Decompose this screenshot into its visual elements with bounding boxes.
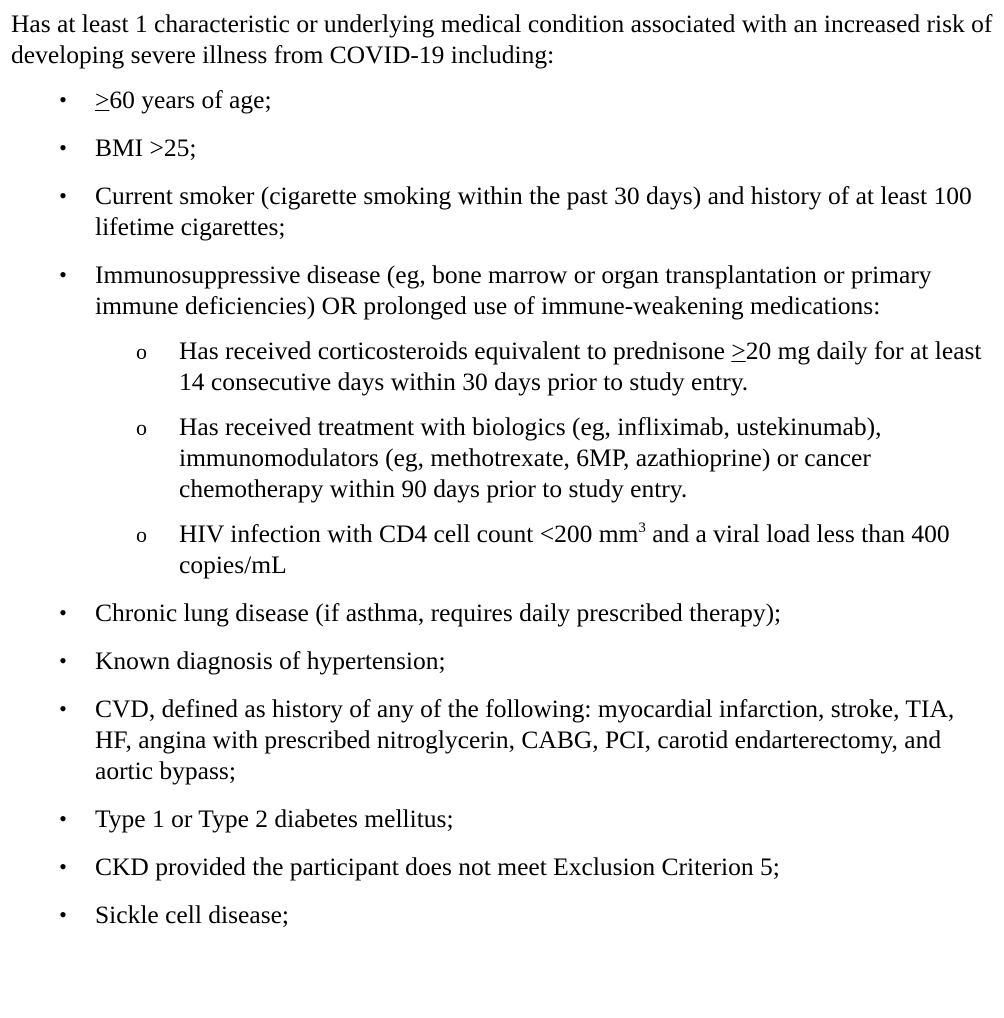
bullet-icon: • xyxy=(59,806,67,831)
bullet-icon: • xyxy=(59,854,67,879)
bullet-icon: • xyxy=(59,135,67,160)
greater-equal-symbol: > xyxy=(731,336,746,365)
sub-bullet-icon: o xyxy=(136,339,147,364)
list-item-ckd: • CKD provided the participant does not meet Exclusion Criterion 5; xyxy=(11,851,994,882)
list-item-cvd: • CVD, defined as history of any of the following: myocardial infarction, stroke, TIA, HF, angina with prescribed nitroglycerin, CABG, PCI, carotid endarterectomy, and aortic bypass; xyxy=(11,693,994,786)
list-item-bmi: • BMI >25; xyxy=(11,132,994,163)
bullet-icon: • xyxy=(59,648,67,673)
bullet-icon: • xyxy=(59,902,67,927)
list-item-immunosuppressive: • Immunosuppressive disease (eg, bone marrow or organ transplantation or primary immune deficiencies) OR prolonged use of immune-weakening medications: o Has received corticosteroids equivalent to prednisone >20 mg daily for at least 14 consecutive days within 30 days prior to study entry. o Has received treatment with biologics (eg, infliximab, ustekinumab), immunomodulators (eg, methotrexate, 6MP, azathioprine) or cancer chemotherapy within 90 days prior to study entry. o HIV infection with CD4 cell count <200 $mm^3$ and a viral load less than 400 copies/mL xyxy=(11,259,994,580)
immunosuppressive-sublist xyxy=(95,335,994,580)
list-item-sickle-cell: • Sickle cell disease; xyxy=(11,899,994,930)
list-item-age: • >60 years of age; xyxy=(11,84,994,115)
list-item-hypertension: • Known diagnosis of hypertension; xyxy=(11,645,994,676)
risk-factor-list xyxy=(11,84,994,930)
bullet-icon: • xyxy=(59,696,67,721)
sublist-item-biologics: o Has received treatment with biologics (eg, infliximab, ustekinumab), immunomodulators (eg, methotrexate, 6MP, azathioprine) or cancer chemotherapy within 90 days prior to study entry. xyxy=(136,412,882,503)
bullet-icon: • xyxy=(59,262,67,287)
sub-bullet-icon: o xyxy=(136,522,147,547)
list-item-smoker: • Current smoker (cigarette smoking within the past 30 days) and history of at least 100 lifetime cigarettes; xyxy=(11,180,994,242)
bullet-icon: • xyxy=(59,183,67,208)
sub-bullet-icon: o xyxy=(136,415,147,440)
bullet-icon: • xyxy=(59,600,67,625)
list-item-lung-disease: • Chronic lung disease (if asthma, requires daily prescribed therapy); xyxy=(11,597,994,628)
intro-paragraph: Has at least 1 characteristic or underlying medical condition associated with an increased risk of developing severe illness from COVID-19 including: xyxy=(11,9,993,69)
bullet-icon: • xyxy=(59,87,67,112)
list-item-diabetes: • Type 1 or Type 2 diabetes mellitus; xyxy=(11,803,994,834)
greater-equal-symbol: > xyxy=(95,85,110,114)
sublist-item-corticosteroids: o Has received corticosteroids equivalent to prednisone >20 mg daily for at least 14 consecutive days within 30 days prior to study entry. xyxy=(136,336,982,396)
sublist-item-hiv: o HIV infection with CD4 cell count <200 $mm^3$ and a viral load less than 400 copies/mL xyxy=(136,519,950,579)
